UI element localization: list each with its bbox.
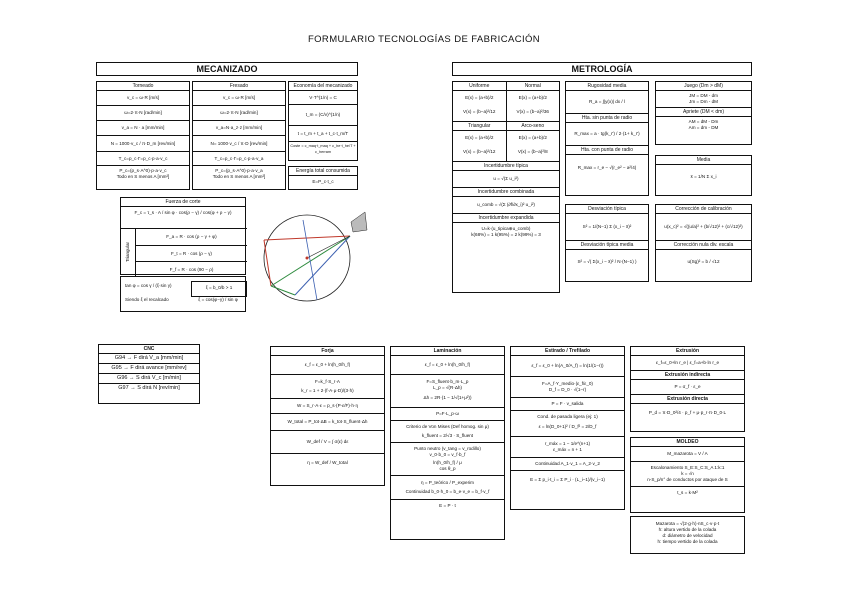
juego-max: JM = DM - dm: [689, 93, 718, 98]
merchant-circle-diagram: [255, 200, 370, 315]
fuerza-row: F_f = R · cos (90 − ρ): [169, 266, 214, 272]
moldeo-row: M_mazarota = V / A: [631, 447, 744, 462]
estirado-row: D_f = D_0 · √(1−r): [511, 387, 624, 398]
correccion-cal-formula: u(x_c)² = √((u/a)² + (b/√12)² + (c/√12)²): [656, 214, 751, 241]
fuerza-side-label: Triangular: [125, 241, 130, 263]
mazarota-row: h: tiempo vertido de la colada: [657, 539, 718, 544]
fresado-row: v_a=N·a_z·z [mm/min]: [193, 121, 285, 136]
cnc-box: [98, 344, 200, 404]
inc-exp-formula: U=k·(u_tipica⊕u_comb): [481, 226, 531, 231]
hta-sin-formula: R_max = a · tg(k_r') / 2·(1+ k_r'): [566, 123, 648, 146]
estirado-row: ε_f = ε_0 + ln(A_0/A_f) = ln(1/(1−r)): [511, 356, 624, 377]
normal-e: E(x) = (a+b)/2: [518, 95, 547, 100]
apriete-header: Apriete (DM < dm): [656, 108, 751, 117]
fuerza-box: [120, 197, 246, 275]
laminacion-header: Laminación: [391, 347, 504, 356]
hta-con-header: Hta. con punta de radio: [566, 146, 648, 155]
torneado-row: v_c = ω·R [m/s]: [97, 91, 189, 106]
fresado-row: v_c = ω·R [m/s]: [193, 91, 285, 106]
laminacion-row: v_0·b_0 = v_f·b_f: [429, 452, 466, 457]
fuerza-main: F_c = τ_s · A / sin φ · cos(ρ − γ) / cos(φ + ρ − γ): [121, 206, 245, 219]
extrusion-indirecta-formula: P = σ_f · ε_e: [631, 380, 744, 395]
economia-row: t = t_m + t_a + t_c·t_m/T: [289, 126, 357, 142]
moldeo-box: [630, 437, 745, 513]
apriete-max: AM = dM - Dm: [688, 119, 719, 124]
correccion-nula-header: Corrección nula div. escala: [656, 241, 751, 250]
fresado-header: Fresado: [193, 82, 285, 91]
moldeo-row: n-S_p/n° de conductos por ataque de S: [631, 477, 744, 487]
laminacion-row: Continuidad b_0·h_0 = b_e·v_e = b_f·v_f: [391, 486, 504, 500]
economia-box: [288, 81, 358, 161]
force-line-red-b: [264, 240, 271, 286]
forja-row: F=k_f·S_r·A: [315, 379, 340, 384]
fuerza-header: Fuerza de corte: [165, 199, 201, 205]
apriete-min: Am = dm - DM: [688, 125, 719, 130]
page-title: FORMULARIO TECNOLOGÍAS DE FABRICACIÓN: [307, 34, 541, 45]
forja-row: W_def / V = ∫ σ(ε) dε: [271, 431, 384, 454]
laminacion-row: F=S_fluent·b_m·L_p: [426, 379, 469, 384]
mazarota-row: h: altura vertido de la colada: [658, 527, 717, 532]
cnc-row: G97 → S dirá N [rev/min]: [118, 385, 180, 391]
forja-row: k_r = 1 + 2·(f·A·μ·D)/(3·h): [271, 385, 384, 399]
energia-header: Energía total consumida: [289, 167, 357, 176]
laminacion-row: k_fluent = 2/√3 · S_fluent: [391, 430, 504, 443]
inc-exp-k: k(68%) = 1 k(95%) = 2 k(99%) = 3: [471, 232, 541, 237]
torneado-row: N = 1000·v_c / π·D_m [rev/min]: [97, 136, 189, 152]
inc-tipica-header: Incertidumbre típica: [453, 162, 559, 171]
laminacion-row: Criterio de Von Mises (Def homog. sin μ): [406, 424, 489, 429]
forja-row: ε_f = ε_0 + ln(h_0/h_f): [271, 356, 384, 375]
triangular-header: Triangular: [453, 122, 506, 131]
fuerza-row: F_t = R · cos (ρ − γ): [136, 246, 247, 262]
forja-row: W = S_r·A·ε = p_s·(P·ε/F)·h·η: [271, 399, 384, 414]
mazarota-row: Mazarota = √(2·g·h)·nS_c·v·p·t: [655, 521, 720, 526]
correccion-box: [655, 204, 752, 282]
inc-exp-header: Incertidumbre expandida: [453, 214, 559, 223]
laminacion-row: ε_f = ε_0 + ln(h_0/h_f): [391, 356, 504, 375]
laminacion-row: P=F·L_p·ω: [391, 408, 504, 421]
torneado-row: v_a = N · a [mm/min]: [97, 121, 189, 136]
fresado-row: Todo en S menos A [mm²]: [212, 174, 266, 179]
economia-header: Economía del mecanizado: [289, 82, 357, 91]
torneado-row: T_c=p_c·Γ=p_c·p·a·v_c: [97, 152, 189, 166]
fresado-row: ω=2·π·N [rad/min]: [193, 106, 285, 121]
moldeo-header: MOLDEO: [631, 438, 744, 447]
torneado-row: P_c=(p_s·A^0)·p·a·v_c: [119, 168, 167, 173]
economia-row: V·T^(1/n) = C: [289, 91, 357, 105]
distribuciones-box: [452, 81, 560, 293]
extrusion-directa-formula: P_d = π·D_0²/4 · p_f + μ·p_r·π·D_0·L: [648, 410, 727, 415]
arcoseno-e: E(x) = (a+b)/2: [518, 135, 547, 140]
inc-comb-header: Incertidumbre combinada: [453, 188, 559, 197]
rugosidad-header: Rugosidad media: [566, 82, 648, 91]
laminacion-box: [390, 346, 505, 540]
estirado-row: r_máx = 1 − 1/e^(n+1): [544, 441, 591, 446]
center-point: [306, 257, 309, 260]
forja-row: W_total = P_tot·ΔB = k_tot·S_fluent·Δh: [271, 414, 384, 431]
tan-phi-formula: tan φ = cos γ / (ξ·sin γ): [125, 283, 172, 288]
desviacion-header: Desviación típica: [566, 205, 648, 214]
juego-header: Juego (Dm > dM): [656, 82, 751, 91]
media-formula: x̄ = 1/N Σ x_i: [690, 174, 717, 179]
desviacion-box: [565, 204, 649, 282]
cnc-row: G95 → F dirá avance [mm/rev]: [99, 364, 199, 374]
tool-shape: [351, 212, 367, 232]
torneado-row: ω=2·π·N [rad/min]: [97, 106, 189, 121]
energia-formula: E=P_c·t_c: [312, 179, 334, 184]
correccion-nula-formula: u(Sg)² = b / √12: [687, 259, 720, 264]
economia-row: t_m = (C/v)^(1/n): [289, 105, 357, 126]
juego-min: Jm = Dm - dM: [656, 99, 751, 108]
laminacion-row: η = P_teórico / P_experim: [421, 480, 474, 485]
moldeo-row: k = √n: [681, 471, 694, 476]
hta-con-formula: R_max = r_e − √(r_e² − a²/4): [577, 165, 637, 170]
rugosidad-box: [565, 81, 649, 196]
triangular-v: V(x) = (b−a)²/12: [463, 149, 496, 154]
moldeo-row: Escalonamiento S_E:S_C:S_A 1:k:1: [650, 465, 725, 470]
extrusion-top: ε_f=ε_0+ln r_e | ε_f=a+b·ln r_e: [631, 356, 744, 371]
estirado-row: Cond. de pasada ligera (ej: 1): [537, 414, 598, 419]
laminacion-row: L_p = √(R·Δh): [433, 385, 462, 390]
torneado-box: [96, 81, 190, 190]
extrusion-box: [630, 346, 745, 432]
laminacion-row: cos θ_p: [391, 466, 504, 476]
estirado-row: ε = ln(D_0+1)² / D_f² = 2/D_f: [511, 420, 624, 437]
forja-row: η = W_def / W_total: [307, 460, 348, 465]
extrusion-directa-header: Extrusión directa: [631, 395, 744, 404]
fresado-row: T_c=p_c·Γ=p_c·p·a·v_a: [193, 152, 285, 166]
media-header: Media: [656, 156, 751, 165]
cnc-header: CNC: [99, 345, 199, 354]
fuerza-row: F_a = R · cos (ρ − γ + φ): [136, 229, 247, 246]
laminacion-row: Δh = 2R·(1 − 1/√(1+μ²)): [391, 391, 504, 408]
fresado-row: N= 1000·v_c / π·D [rev/min]: [193, 136, 285, 152]
estirado-row: ε_máx = n + 1: [511, 447, 624, 458]
force-line-red: [264, 236, 350, 240]
triangular-e: E(x) = (a+b)/2: [465, 135, 494, 140]
mazarota-box: [630, 516, 745, 554]
fuerza-extra-box: [120, 276, 246, 312]
xi-cos-formula: ξ = cos(φ−γ) / sin φ: [198, 297, 238, 302]
torneado-header: Torneado: [97, 82, 189, 91]
normal-v: V(x) = (b−a)²/36: [516, 109, 549, 114]
mazarota-row: d: diámetro de velocidad: [662, 533, 713, 538]
uniforme-e: E(x) = (a+b)/2: [465, 95, 494, 100]
radius-line: [307, 236, 350, 258]
torneado-row: Todo en S menos A [mm²]: [116, 174, 170, 179]
laminacion-row: Punto neutro (v_tang = v_rodillo): [414, 446, 481, 451]
recalcado-note: Siendo ξ el recalcado: [125, 297, 169, 302]
arcoseno-header: Arco-seno: [507, 122, 560, 131]
forja-box: [270, 346, 385, 486]
estirado-header: Estirado / Trefilado: [511, 347, 624, 356]
desviacion-formula: S² = 1/(N−1) Σ (x_i − x̄)²: [566, 214, 648, 241]
fresado-row: P_c=(p_s·A^0)·p·a·v_a: [215, 168, 263, 173]
estirado-row: F=A_f·Y_medio·(ε_f/ε_0): [542, 381, 593, 386]
section-metrologia: METROLOGÍA: [452, 62, 752, 76]
section-mecanizado: MECANIZADO: [96, 62, 358, 76]
energia-box: [288, 166, 358, 190]
fresado-box: [192, 81, 286, 190]
media-box: [655, 155, 752, 196]
moldeo-row: t_s = k·M²: [677, 490, 698, 495]
desviacion-media-formula: S² = √( Σ(x_i − x̄)² / N·(N−1) ): [577, 259, 637, 264]
force-line-blue-b: [303, 220, 317, 300]
rugosidad-formula: R_a = ∫|y(x)| dx / l: [566, 91, 648, 114]
estirado-row: P = F · v_salida: [511, 398, 624, 411]
hta-sin-header: Hta. sin punta de radio: [566, 114, 648, 123]
uniforme-v: V(x) = (b−a)²/12: [463, 109, 496, 114]
arcoseno-v: V(x) = (b−a)²/8: [517, 149, 548, 154]
estirado-row: Continuidad A_1·v_1 = A_2·v_2: [511, 458, 624, 471]
xi-ratio-formula: ξ = b_0/b > 1: [191, 281, 247, 297]
laminacion-row: ln(h_0/h_f) / μ: [433, 460, 462, 465]
estirado-row: E = Σ p_i·t_i = Σ P_i · (L_i−1)/(v_i−1): [530, 477, 605, 482]
extrusion-header: Extrusión: [631, 347, 744, 356]
normal-header: Normal: [507, 82, 560, 91]
inc-comb-formula: u_comb = √(Σ (∂f/∂x_i)² u_i²): [453, 197, 559, 214]
cnc-row: G94 → F dirá V_a [mm/min]: [99, 354, 199, 364]
inc-tipica-formula: u = √(Σ u_i²): [453, 171, 559, 188]
cnc-row: G96 → S dirá V_c [m/min]: [99, 374, 199, 384]
extrusion-indirecta-header: Extrusión indirecta: [631, 371, 744, 380]
uniforme-header: Uniforme: [453, 82, 506, 91]
laminacion-row: E = P · t: [439, 503, 456, 508]
forja-header: Forja: [271, 347, 384, 356]
economia-row: Coste = c_maq·t_maq + c_he·t_he/T + c_herram: [290, 144, 356, 154]
estirado-box: [510, 346, 625, 510]
juego-box: [655, 81, 752, 145]
desviacion-media-header: Desviación típica media: [566, 241, 648, 250]
correccion-cal-header: Corrección de calibración: [656, 205, 751, 214]
